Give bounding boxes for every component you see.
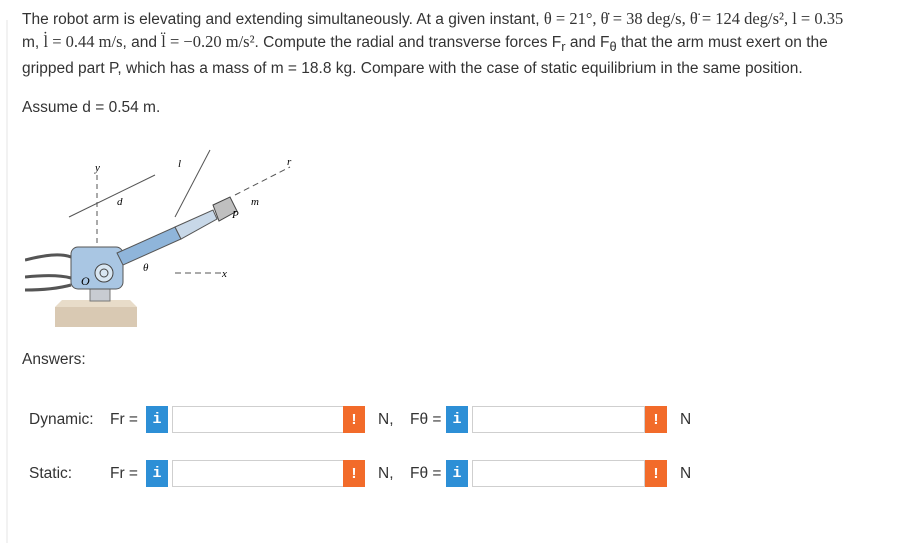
cable <box>25 255 71 260</box>
ftheta-label: Fθ = <box>410 411 442 428</box>
info-button[interactable]: i <box>146 406 168 433</box>
label-m: m <box>251 196 259 208</box>
ldot-value: l̇ = 0.44 m/s <box>43 32 123 51</box>
lddot-value: l̈ = −0.20 m/s² <box>161 32 255 51</box>
problem-text: gripped part P, which has a mass of m = 18.8 kg. Compare with the case of static equilibrium in the same position. <box>22 60 803 78</box>
unit-label: N, <box>378 465 394 482</box>
problem-text: The robot arm is elevating and extending simultaneously. At a given instant, <box>22 11 544 28</box>
static-row <box>0 458 913 490</box>
base-block <box>55 307 137 327</box>
fr-dynamic-input[interactable] <box>172 406 345 433</box>
assumption-text: Assume d = 0.54 m. <box>22 99 161 116</box>
fr-label: Fr = <box>110 411 138 428</box>
info-button[interactable]: i <box>446 406 468 433</box>
subscript-r: r <box>561 39 566 55</box>
theta-values: θ = 21°, θ̇ = 38 deg/s, θ̈ = 124 deg/s², l = 0.35 <box>543 9 844 28</box>
warning-button[interactable]: ! <box>343 406 365 433</box>
d-dimension <box>69 175 155 217</box>
problem-text: that the arm must exert on the <box>616 34 828 51</box>
cable <box>25 285 71 290</box>
r-axis-line <box>235 167 290 195</box>
label-x: x <box>222 268 227 280</box>
row-label: Static: <box>29 465 73 482</box>
fr-label: Fr = <box>110 465 138 482</box>
label-O: O <box>81 274 90 288</box>
label-l: l <box>178 158 182 170</box>
problem-text: and F <box>565 34 610 51</box>
robot-arm-figure <box>25 135 315 340</box>
ftheta-static-input[interactable] <box>472 460 645 487</box>
arm-outer <box>117 227 181 265</box>
subscript-theta: θ <box>609 39 617 55</box>
warning-button[interactable]: ! <box>645 460 667 487</box>
info-button[interactable]: i <box>446 460 468 487</box>
label-theta: θ <box>143 262 149 274</box>
info-button[interactable]: i <box>146 460 168 487</box>
problem-text: m, <box>22 34 44 51</box>
fr-static-input[interactable] <box>172 460 345 487</box>
ftheta-label: Fθ = <box>410 465 442 482</box>
label-y: y <box>95 162 100 174</box>
arm-inner <box>175 210 217 239</box>
label-d: d <box>117 196 123 208</box>
cable <box>25 276 71 278</box>
problem-statement <box>22 8 902 80</box>
unit-label: N <box>680 465 692 482</box>
label-P: P <box>232 209 239 221</box>
problem-text: , and <box>122 34 162 51</box>
unit-label: N <box>680 411 692 428</box>
problem-text: . Compute the radial and transverse forces F <box>254 34 562 51</box>
unit-label: N, <box>378 411 394 428</box>
answers-label: Answers: <box>22 351 86 368</box>
row-label: Dynamic: <box>29 411 94 428</box>
dynamic-row <box>0 404 913 436</box>
ftheta-dynamic-input[interactable] <box>472 406 645 433</box>
warning-button[interactable]: ! <box>343 460 365 487</box>
warning-button[interactable]: ! <box>645 406 667 433</box>
label-r: r <box>287 156 292 168</box>
pivot <box>95 264 113 282</box>
